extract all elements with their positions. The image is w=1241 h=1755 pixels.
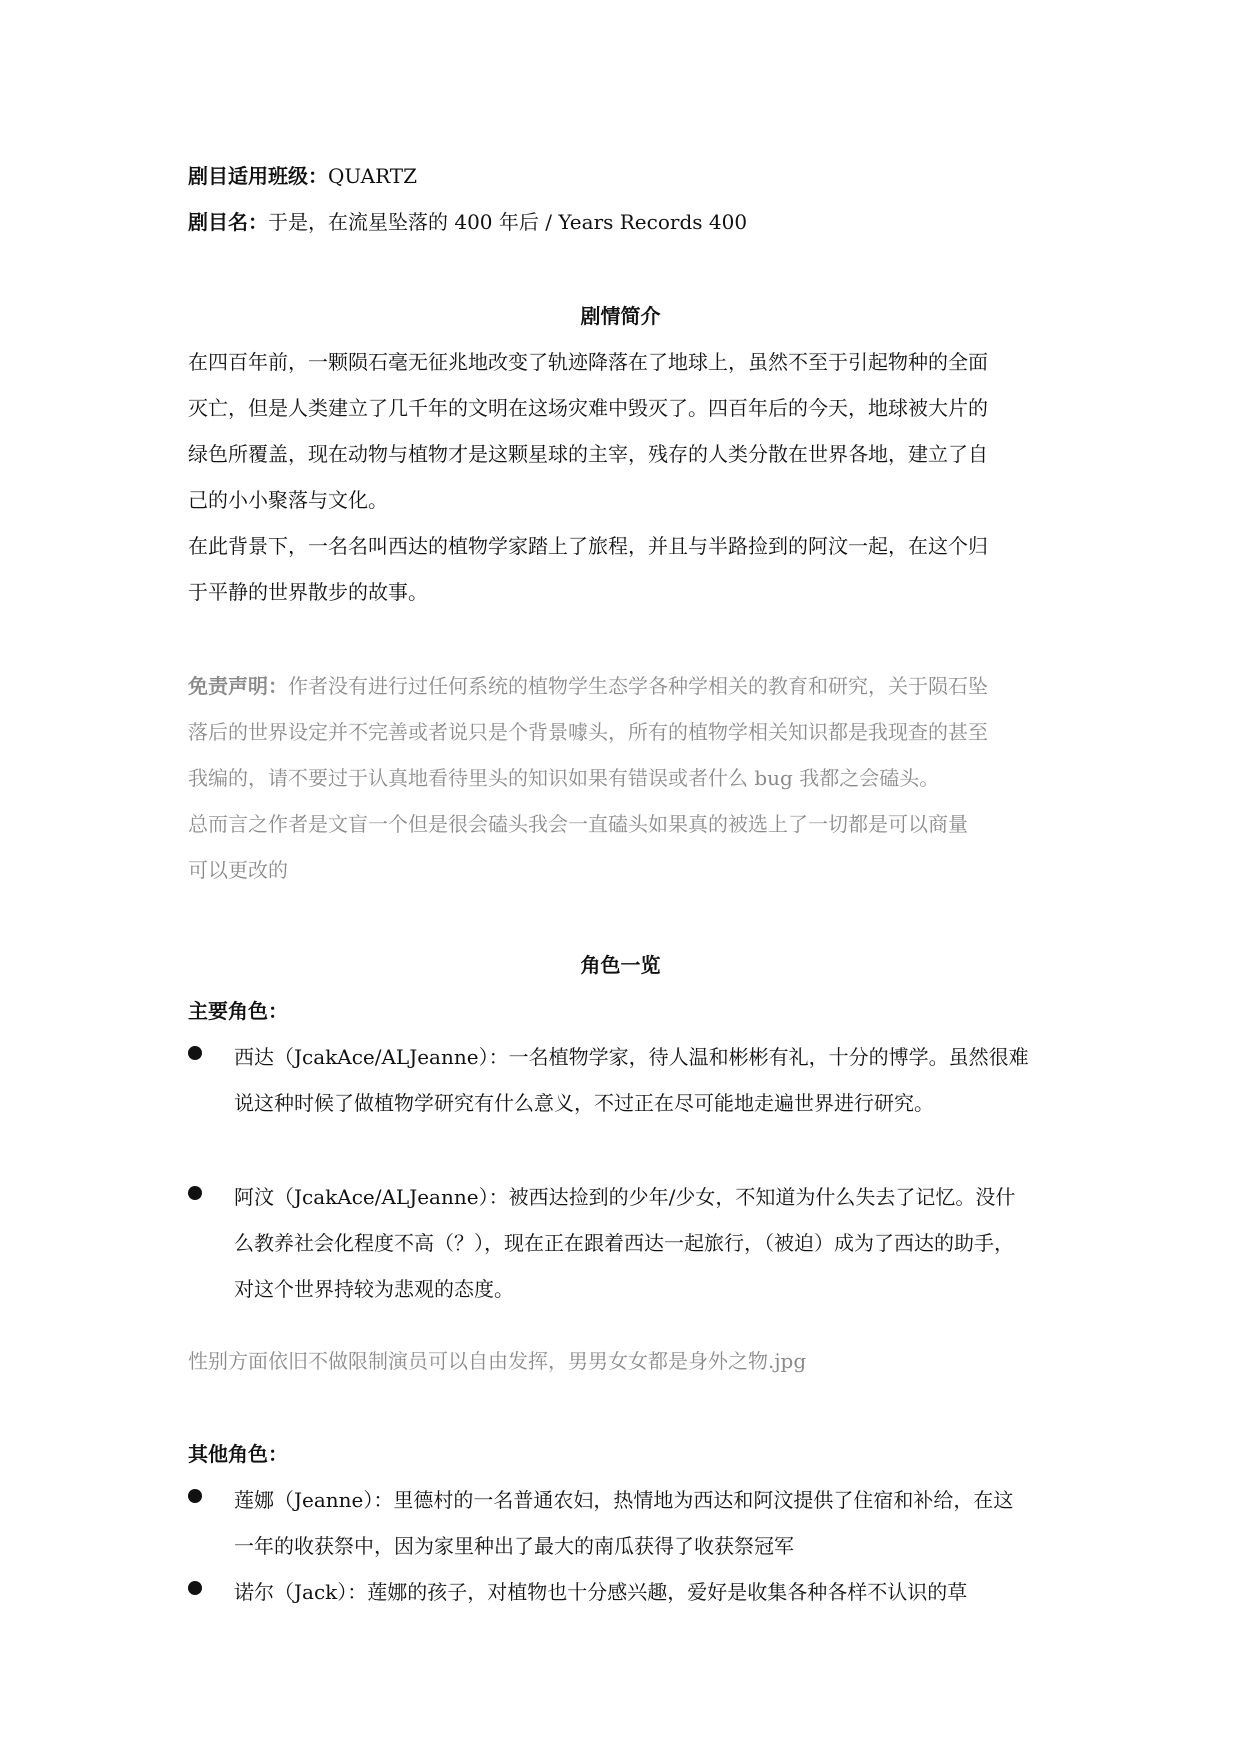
gender-note: 性别方面依旧不做限制演员可以自由发挥，男男女女都是身外之物.jpg [188, 1349, 807, 1373]
disclaimer-line: 可以更改的 [188, 858, 288, 882]
synopsis-line: 绿色所覆盖，现在动物与植物才是这颗星球的主宰，残存的人类分散在世界各地，建立了自 [188, 442, 988, 466]
title-label: 剧目名： [188, 210, 268, 234]
character-line: 莲娜（Jeanne）：里德村的一名普通农妇，热情地为西达和阿汶提供了住宿和补给，在这 [234, 1488, 1014, 1512]
title-line [188, 208, 747, 236]
synopsis-line: 在此背景下，一名名叫西达的植物学家踏上了旅程，并且与半路捡到的阿汶一起，在这个归 [188, 534, 988, 558]
class-label: 剧目适用班级： [188, 164, 328, 188]
synopsis-heading: 剧情简介 [580, 304, 661, 328]
character-line: 对这个世界持较为悲观的态度。 [234, 1277, 514, 1301]
characters-heading: 角色一览 [580, 953, 661, 977]
character-line: 说这种时候了做植物学研究有什么意义，不过正在尽可能地走遍世界进行研究。 [234, 1091, 934, 1115]
disclaimer-line: 落后的世界设定并不完善或者说只是个背景噱头，所有的植物学相关知识都是我现查的甚至 [188, 720, 988, 744]
disclaimer-line: 我编的，请不要过于认真地看待里头的知识如果有错误或者什么 bug 我都之会磕头。 [188, 766, 940, 790]
class-value: QUARTZ [328, 164, 418, 188]
disclaimer-first-line [188, 672, 988, 700]
other-characters-label: 其他角色： [188, 1442, 288, 1466]
main-characters-label: 主要角色： [188, 999, 288, 1023]
synopsis-line: 灭亡，但是人类建立了几千年的文明在这场灾难中毁灭了。四百年后的今天，地球被大片的 [188, 396, 988, 420]
character-line: 西达（JcakAce/ALJeanne）：一名植物学家，待人温和彬彬有礼，十分的博学。虽然很难 [234, 1045, 1029, 1069]
character-line: 诺尔（Jack）：莲娜的孩子，对植物也十分感兴趣，爱好是收集各种各样不认识的草 [234, 1580, 968, 1604]
class-line [188, 162, 417, 190]
synopsis-line: 于平静的世界散步的故事。 [188, 580, 428, 604]
synopsis-line: 在四百年前，一颗陨石毫无征兆地改变了轨迹降落在了地球上，虽然不至于引起物种的全面 [188, 350, 988, 374]
synopsis-line: 己的小小聚落与文化。 [188, 488, 388, 512]
character-line: 一年的收获祭中，因为家里种出了最大的南瓜获得了收获祭冠军 [234, 1534, 794, 1558]
bullet-icon [188, 1581, 202, 1595]
disclaimer-line: 总而言之作者是文盲一个但是很会磕头我会一直磕头如果真的被选上了一切都是可以商量 [188, 812, 968, 836]
bullet-icon [188, 1046, 202, 1060]
title-value: 于是，在流星坠落的 400 年后 / Years Records 400 [268, 210, 748, 234]
disclaimer-text: 作者没有进行过任何系统的植物学生态学各种学相关的教育和研究，关于陨石坠 [288, 674, 988, 698]
bullet-icon [188, 1489, 202, 1503]
character-line: 阿汶（JcakAce/ALJeanne）：被西达捡到的少年/少女，不知道为什么失去了记忆。没什 [234, 1185, 1016, 1209]
disclaimer-label: 免责声明： [188, 674, 288, 698]
bullet-icon [188, 1186, 202, 1200]
character-line: 么教养社会化程度不高（？），现在正在跟着西达一起旅行，（被迫）成为了西达的助手， [234, 1231, 1014, 1255]
